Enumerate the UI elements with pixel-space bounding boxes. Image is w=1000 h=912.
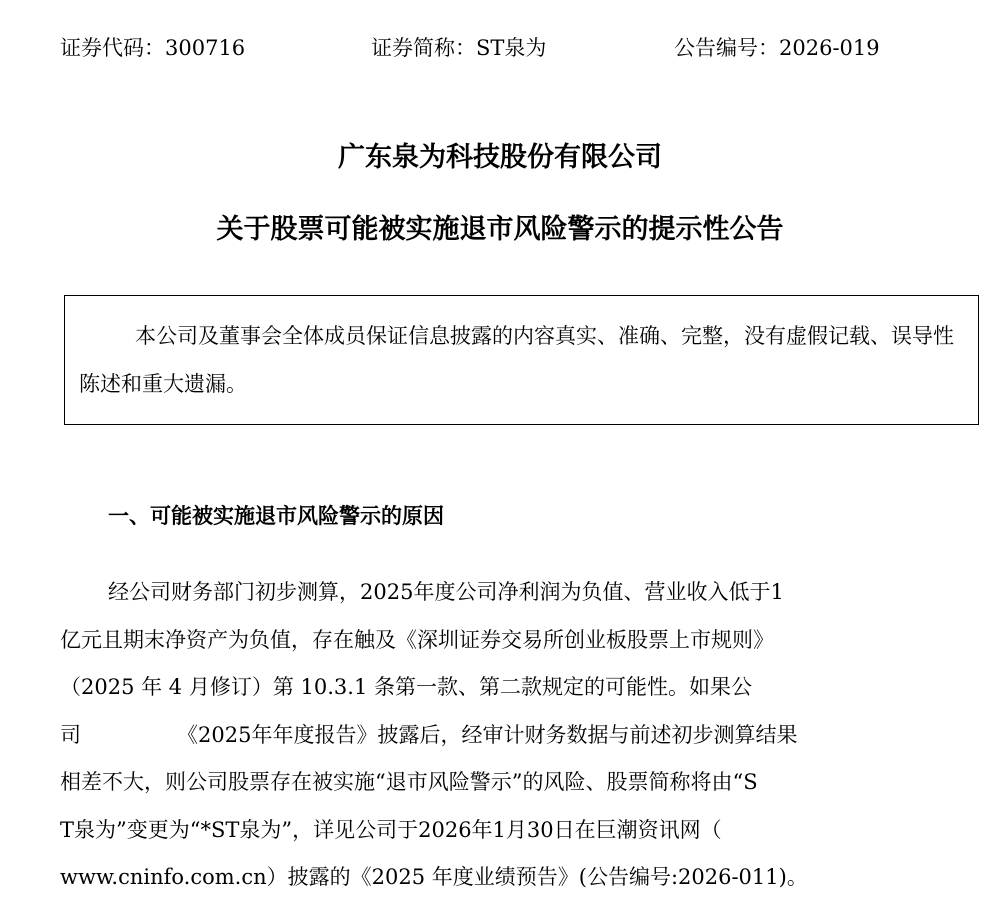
disclaimer-text: 本公司及董事会全体成员保证信息披露的内容真实、准确、完整，没有虚假记载、误导性陈述和重大遗漏。	[79, 324, 954, 396]
company-title: 广东泉为科技股份有限公司	[338, 142, 662, 173]
disclaimer-box	[64, 295, 979, 425]
section-heading: 一、可能被实施退市风险警示的原因	[108, 504, 444, 528]
body-line: 相差不大，则公司股票存在被实施“退市风险警示”的风险、股票简称将由“S	[60, 770, 758, 794]
section-body	[60, 572, 940, 905]
body-line: www.cninfo.com.cn）披露的《2025 年度业绩预告》(公告编号:2026-011)。	[60, 865, 808, 889]
body-line: （2025 年 4 月修订）第 10.3.1 条第一款、第二款规定的可能性。如果公	[60, 675, 752, 699]
body-line: 经公司财务部门初步测算，2025年度公司净利润为负值、营业收入低于1	[108, 580, 784, 604]
body-line	[60, 715, 940, 763]
stock-code: 证券代码：300716	[60, 36, 246, 60]
stock-name: 证券简称：ST泉为	[371, 36, 547, 60]
document-header	[0, 32, 1000, 64]
body-line-start: 司	[60, 722, 81, 747]
body-line-rest: 《2025年年度报告》披露后，经审计财务数据与前述初步测算结果	[177, 722, 798, 747]
announcement-title: 关于股票可能被实施退市风险警示的提示性公告	[216, 214, 784, 245]
body-line: 亿元且期末净资产为负值，存在触及《深圳证券交易所创业板股票上市规则》	[60, 627, 774, 652]
announcement-number: 公告编号：2026-019	[674, 36, 880, 60]
body-line: T泉为”变更为“*ST泉为”，详见公司于2026年1月30日在巨潮资讯网（	[60, 817, 722, 842]
